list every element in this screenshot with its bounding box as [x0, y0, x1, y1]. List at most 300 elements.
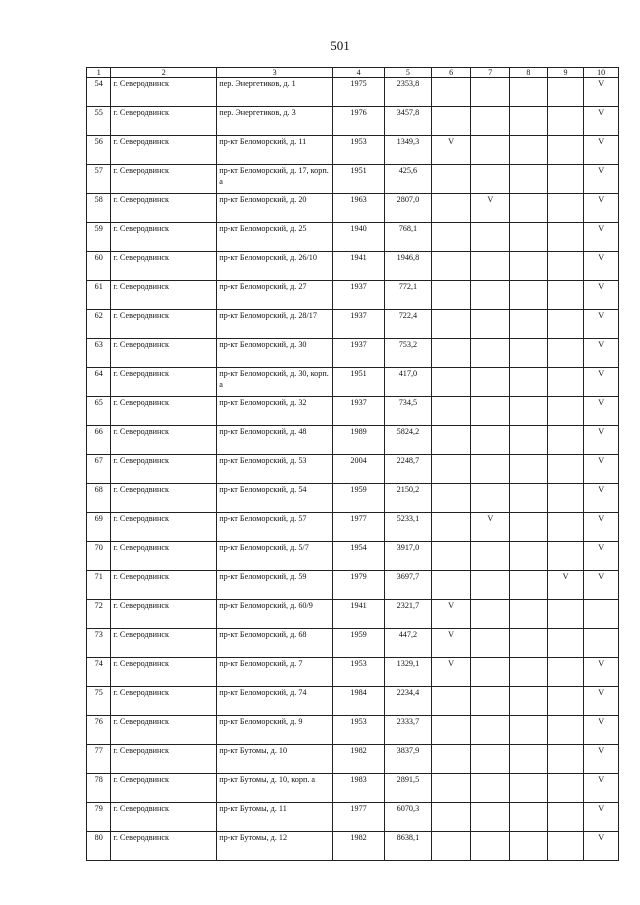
mark-cell-col7 — [471, 107, 510, 136]
city-cell: г. Северодвинск — [111, 368, 217, 397]
area-cell: 5233,1 — [385, 513, 432, 542]
mark-cell-col9 — [547, 745, 584, 774]
row-number: 59 — [87, 223, 111, 252]
area-cell: 2248,7 — [385, 455, 432, 484]
year-built-cell: 1982 — [333, 832, 385, 861]
row-number: 77 — [87, 745, 111, 774]
mark-cell-col8 — [510, 774, 548, 803]
row-number: 68 — [87, 484, 111, 513]
city-cell: г. Северодвинск — [111, 107, 217, 136]
mark-cell-col6: V — [431, 136, 471, 165]
year-built-cell: 1951 — [333, 165, 385, 194]
mark-cell-col10 — [584, 629, 619, 658]
area-cell: 2353,8 — [385, 78, 432, 107]
row-number: 80 — [87, 832, 111, 861]
mark-cell-col8 — [510, 803, 548, 832]
mark-cell-col9 — [547, 78, 584, 107]
row-number: 72 — [87, 600, 111, 629]
mark-cell-col10 — [584, 600, 619, 629]
mark-cell-col8 — [510, 281, 548, 310]
mark-cell-col9 — [547, 832, 584, 861]
row-number: 65 — [87, 397, 111, 426]
year-built-cell: 1951 — [333, 368, 385, 397]
table-row — [87, 339, 619, 368]
mark-cell-col7 — [471, 310, 510, 339]
city-cell: г. Северодвинск — [111, 600, 217, 629]
mark-cell-col6 — [431, 484, 471, 513]
mark-cell-col10: V — [584, 687, 619, 716]
address-cell: пр-кт Беломорский, д. 32 — [217, 397, 333, 426]
mark-cell-col6 — [431, 339, 471, 368]
mark-cell-col7 — [471, 252, 510, 281]
address-cell: пр-кт Беломорский, д. 28/17 — [217, 310, 333, 339]
mark-cell-col8 — [510, 658, 548, 687]
mark-cell-col7 — [471, 281, 510, 310]
mark-cell-col7 — [471, 745, 510, 774]
city-cell: г. Северодвинск — [111, 223, 217, 252]
mark-cell-col6 — [431, 774, 471, 803]
row-number: 57 — [87, 165, 111, 194]
address-cell: пр-кт Беломорский, д. 20 — [217, 194, 333, 223]
mark-cell-col8 — [510, 223, 548, 252]
year-built-cell: 1963 — [333, 194, 385, 223]
mark-cell-col10: V — [584, 658, 619, 687]
city-cell: г. Северодвинск — [111, 803, 217, 832]
column-number-cell: 6 — [431, 68, 471, 78]
mark-cell-col6 — [431, 223, 471, 252]
row-number: 63 — [87, 339, 111, 368]
address-cell: пр-кт Бутомы, д. 10, корп. а — [217, 774, 333, 803]
address-cell: пер. Энергетиков, д. 3 — [217, 107, 333, 136]
area-cell: 2807,0 — [385, 194, 432, 223]
address-cell: пр-кт Беломорский, д. 60/9 — [217, 600, 333, 629]
mark-cell-col9 — [547, 513, 584, 542]
table-row — [87, 78, 619, 107]
city-cell: г. Северодвинск — [111, 716, 217, 745]
mark-cell-col9 — [547, 252, 584, 281]
city-cell: г. Северодвинск — [111, 542, 217, 571]
row-number: 70 — [87, 542, 111, 571]
address-cell: пр-кт Беломорский, д. 9 — [217, 716, 333, 745]
area-cell: 5824,2 — [385, 426, 432, 455]
row-number: 55 — [87, 107, 111, 136]
mark-cell-col10: V — [584, 136, 619, 165]
row-number: 60 — [87, 252, 111, 281]
area-cell: 734,5 — [385, 397, 432, 426]
mark-cell-col6 — [431, 542, 471, 571]
mark-cell-col6 — [431, 687, 471, 716]
mark-cell-col8 — [510, 252, 548, 281]
area-cell: 3697,7 — [385, 571, 432, 600]
mark-cell-col10: V — [584, 78, 619, 107]
address-cell: пр-кт Беломорский, д. 59 — [217, 571, 333, 600]
mark-cell-col8 — [510, 78, 548, 107]
address-cell: пр-кт Беломорский, д. 25 — [217, 223, 333, 252]
address-cell: пр-кт Беломорский, д. 30 — [217, 339, 333, 368]
mark-cell-col9 — [547, 194, 584, 223]
table-row — [87, 426, 619, 455]
address-cell: пр-кт Беломорский, д. 7 — [217, 658, 333, 687]
address-cell: пр-кт Бутомы, д. 10 — [217, 745, 333, 774]
mark-cell-col8 — [510, 745, 548, 774]
mark-cell-col10: V — [584, 223, 619, 252]
table-row — [87, 803, 619, 832]
area-cell: 1946,8 — [385, 252, 432, 281]
column-number-cell: 5 — [385, 68, 432, 78]
city-cell: г. Северодвинск — [111, 78, 217, 107]
column-number-row — [87, 68, 619, 78]
city-cell: г. Северодвинск — [111, 513, 217, 542]
mark-cell-col9 — [547, 368, 584, 397]
year-built-cell: 1975 — [333, 78, 385, 107]
mark-cell-col6 — [431, 310, 471, 339]
address-cell: пр-кт Беломорский, д. 30, корп. а — [217, 368, 333, 397]
mark-cell-col6 — [431, 426, 471, 455]
mark-cell-col6 — [431, 455, 471, 484]
mark-cell-col10: V — [584, 107, 619, 136]
area-cell: 3457,8 — [385, 107, 432, 136]
city-cell: г. Северодвинск — [111, 281, 217, 310]
year-built-cell: 1940 — [333, 223, 385, 252]
mark-cell-col9 — [547, 600, 584, 629]
table-row — [87, 832, 619, 861]
mark-cell-col6 — [431, 281, 471, 310]
address-cell: пр-кт Беломорский, д. 74 — [217, 687, 333, 716]
table-row — [87, 368, 619, 397]
column-number-cell: 9 — [547, 68, 584, 78]
area-cell: 1349,3 — [385, 136, 432, 165]
table-row — [87, 629, 619, 658]
area-cell: 772,1 — [385, 281, 432, 310]
city-cell: г. Северодвинск — [111, 252, 217, 281]
mark-cell-col8 — [510, 832, 548, 861]
year-built-cell: 1977 — [333, 513, 385, 542]
row-number: 62 — [87, 310, 111, 339]
mark-cell-col9 — [547, 223, 584, 252]
year-built-cell: 1937 — [333, 397, 385, 426]
row-number: 54 — [87, 78, 111, 107]
address-cell: пр-кт Беломорский, д. 17, корп. а — [217, 165, 333, 194]
area-cell: 425,6 — [385, 165, 432, 194]
mark-cell-col10: V — [584, 832, 619, 861]
area-cell: 2333,7 — [385, 716, 432, 745]
mark-cell-col7 — [471, 716, 510, 745]
column-number-cell: 7 — [471, 68, 510, 78]
mark-cell-col8 — [510, 397, 548, 426]
row-number: 74 — [87, 658, 111, 687]
year-built-cell: 1941 — [333, 252, 385, 281]
mark-cell-col9 — [547, 774, 584, 803]
area-cell: 3917,0 — [385, 542, 432, 571]
address-cell: пр-кт Беломорский, д. 57 — [217, 513, 333, 542]
mark-cell-col7 — [471, 397, 510, 426]
area-cell: 2321,7 — [385, 600, 432, 629]
mark-cell-col7 — [471, 571, 510, 600]
mark-cell-col9 — [547, 803, 584, 832]
area-cell: 447,2 — [385, 629, 432, 658]
year-built-cell: 1959 — [333, 484, 385, 513]
mark-cell-col9: V — [547, 571, 584, 600]
address-cell: пр-кт Беломорский, д. 54 — [217, 484, 333, 513]
mark-cell-col8 — [510, 310, 548, 339]
year-built-cell: 1983 — [333, 774, 385, 803]
year-built-cell: 1953 — [333, 716, 385, 745]
year-built-cell: 1982 — [333, 745, 385, 774]
mark-cell-col10: V — [584, 339, 619, 368]
area-cell: 3837,9 — [385, 745, 432, 774]
page-number: 501 — [330, 38, 350, 53]
mark-cell-col10: V — [584, 513, 619, 542]
address-cell: пр-кт Беломорский, д. 48 — [217, 426, 333, 455]
city-cell: г. Северодвинск — [111, 832, 217, 861]
mark-cell-col8 — [510, 716, 548, 745]
year-built-cell: 1977 — [333, 803, 385, 832]
mark-cell-col10: V — [584, 455, 619, 484]
mark-cell-col7 — [471, 136, 510, 165]
mark-cell-col10: V — [584, 397, 619, 426]
mark-cell-col8 — [510, 426, 548, 455]
row-number: 79 — [87, 803, 111, 832]
column-number-cell: 3 — [217, 68, 333, 78]
mark-cell-col8 — [510, 629, 548, 658]
table-row — [87, 165, 619, 194]
city-cell: г. Северодвинск — [111, 455, 217, 484]
city-cell: г. Северодвинск — [111, 397, 217, 426]
row-number: 78 — [87, 774, 111, 803]
mark-cell-col7 — [471, 600, 510, 629]
mark-cell-col8 — [510, 165, 548, 194]
column-number-cell: 10 — [584, 68, 619, 78]
mark-cell-col9 — [547, 310, 584, 339]
mark-cell-col10: V — [584, 194, 619, 223]
year-built-cell: 1953 — [333, 136, 385, 165]
table-row — [87, 745, 619, 774]
mark-cell-col10: V — [584, 281, 619, 310]
table-row — [87, 513, 619, 542]
row-number: 64 — [87, 368, 111, 397]
mark-cell-col10: V — [584, 165, 619, 194]
mark-cell-col6 — [431, 716, 471, 745]
mark-cell-col10: V — [584, 252, 619, 281]
mark-cell-col7 — [471, 803, 510, 832]
mark-cell-col6 — [431, 107, 471, 136]
housing-registry-table — [86, 67, 619, 861]
year-built-cell: 1937 — [333, 281, 385, 310]
mark-cell-col7 — [471, 774, 510, 803]
area-cell: 768,1 — [385, 223, 432, 252]
address-cell: пр-кт Беломорский, д. 26/10 — [217, 252, 333, 281]
mark-cell-col10: V — [584, 716, 619, 745]
address-cell: пр-кт Беломорский, д. 68 — [217, 629, 333, 658]
table-row — [87, 658, 619, 687]
area-cell: 753,2 — [385, 339, 432, 368]
city-cell: г. Северодвинск — [111, 310, 217, 339]
mark-cell-col10: V — [584, 542, 619, 571]
area-cell: 8638,1 — [385, 832, 432, 861]
table-row — [87, 600, 619, 629]
row-number: 76 — [87, 716, 111, 745]
table-row — [87, 716, 619, 745]
mark-cell-col6: V — [431, 600, 471, 629]
mark-cell-col8 — [510, 484, 548, 513]
mark-cell-col8 — [510, 368, 548, 397]
mark-cell-col7: V — [471, 513, 510, 542]
table-row — [87, 107, 619, 136]
row-number: 66 — [87, 426, 111, 455]
mark-cell-col7 — [471, 832, 510, 861]
row-number: 61 — [87, 281, 111, 310]
year-built-cell: 1979 — [333, 571, 385, 600]
area-cell: 1329,1 — [385, 658, 432, 687]
city-cell: г. Северодвинск — [111, 745, 217, 774]
mark-cell-col6 — [431, 397, 471, 426]
mark-cell-col7 — [471, 223, 510, 252]
column-number-cell: 4 — [333, 68, 385, 78]
year-built-cell: 1954 — [333, 542, 385, 571]
address-cell: пер. Энергетиков, д. 1 — [217, 78, 333, 107]
mark-cell-col6 — [431, 803, 471, 832]
mark-cell-col6 — [431, 513, 471, 542]
city-cell: г. Северодвинск — [111, 165, 217, 194]
table-row — [87, 455, 619, 484]
table-row — [87, 281, 619, 310]
mark-cell-col6: V — [431, 629, 471, 658]
city-cell: г. Северодвинск — [111, 687, 217, 716]
mark-cell-col6 — [431, 571, 471, 600]
address-cell: пр-кт Беломорский, д. 5/7 — [217, 542, 333, 571]
mark-cell-col9 — [547, 629, 584, 658]
mark-cell-col9 — [547, 484, 584, 513]
mark-cell-col9 — [547, 426, 584, 455]
address-cell: пр-кт Беломорский, д. 27 — [217, 281, 333, 310]
year-built-cell: 1976 — [333, 107, 385, 136]
mark-cell-col8 — [510, 194, 548, 223]
column-number-cell: 1 — [87, 68, 111, 78]
mark-cell-col9 — [547, 455, 584, 484]
mark-cell-col6 — [431, 194, 471, 223]
mark-cell-col6 — [431, 368, 471, 397]
city-cell: г. Северодвинск — [111, 136, 217, 165]
mark-cell-col7 — [471, 542, 510, 571]
mark-cell-col9 — [547, 136, 584, 165]
city-cell: г. Северодвинск — [111, 339, 217, 368]
mark-cell-col8 — [510, 571, 548, 600]
mark-cell-col10: V — [584, 745, 619, 774]
area-cell: 2150,2 — [385, 484, 432, 513]
table-row — [87, 223, 619, 252]
address-cell: пр-кт Бутомы, д. 12 — [217, 832, 333, 861]
mark-cell-col7 — [471, 165, 510, 194]
mark-cell-col9 — [547, 658, 584, 687]
city-cell: г. Северодвинск — [111, 774, 217, 803]
table-row — [87, 542, 619, 571]
mark-cell-col9 — [547, 165, 584, 194]
mark-cell-col10: V — [584, 803, 619, 832]
area-cell: 2891,5 — [385, 774, 432, 803]
mark-cell-col8 — [510, 600, 548, 629]
table-row — [87, 397, 619, 426]
mark-cell-col7 — [471, 658, 510, 687]
mark-cell-col9 — [547, 107, 584, 136]
year-built-cell: 1937 — [333, 339, 385, 368]
city-cell: г. Северодвинск — [111, 426, 217, 455]
row-number: 73 — [87, 629, 111, 658]
column-number-cell: 2 — [111, 68, 217, 78]
table-row — [87, 252, 619, 281]
mark-cell-col7 — [471, 78, 510, 107]
row-number: 58 — [87, 194, 111, 223]
mark-cell-col8 — [510, 513, 548, 542]
mark-cell-col8 — [510, 455, 548, 484]
mark-cell-col9 — [547, 397, 584, 426]
mark-cell-col10: V — [584, 310, 619, 339]
area-cell: 2234,4 — [385, 687, 432, 716]
mark-cell-col9 — [547, 542, 584, 571]
mark-cell-col8 — [510, 542, 548, 571]
mark-cell-col6 — [431, 165, 471, 194]
row-number: 71 — [87, 571, 111, 600]
table-row — [87, 136, 619, 165]
mark-cell-col7 — [471, 687, 510, 716]
year-built-cell: 1989 — [333, 426, 385, 455]
mark-cell-col8 — [510, 687, 548, 716]
mark-cell-col10: V — [584, 774, 619, 803]
mark-cell-col6: V — [431, 658, 471, 687]
mark-cell-col9 — [547, 281, 584, 310]
mark-cell-col10: V — [584, 426, 619, 455]
year-built-cell: 1959 — [333, 629, 385, 658]
table-row — [87, 571, 619, 600]
mark-cell-col7 — [471, 455, 510, 484]
mark-cell-col8 — [510, 339, 548, 368]
mark-cell-col10: V — [584, 484, 619, 513]
mark-cell-col9 — [547, 716, 584, 745]
table-body — [87, 68, 619, 861]
table-row — [87, 310, 619, 339]
city-cell: г. Северодвинск — [111, 571, 217, 600]
mark-cell-col8 — [510, 107, 548, 136]
year-built-cell: 1953 — [333, 658, 385, 687]
mark-cell-col6 — [431, 832, 471, 861]
city-cell: г. Северодвинск — [111, 194, 217, 223]
mark-cell-col7: V — [471, 194, 510, 223]
year-built-cell: 1941 — [333, 600, 385, 629]
table-row — [87, 484, 619, 513]
city-cell: г. Северодвинск — [111, 658, 217, 687]
area-cell: 417,0 — [385, 368, 432, 397]
mark-cell-col7 — [471, 368, 510, 397]
address-cell: пр-кт Беломорский, д. 53 — [217, 455, 333, 484]
year-built-cell: 1984 — [333, 687, 385, 716]
year-built-cell: 2004 — [333, 455, 385, 484]
mark-cell-col7 — [471, 629, 510, 658]
mark-cell-col7 — [471, 484, 510, 513]
row-number: 69 — [87, 513, 111, 542]
year-built-cell: 1937 — [333, 310, 385, 339]
mark-cell-col6 — [431, 78, 471, 107]
city-cell: г. Северодвинск — [111, 629, 217, 658]
column-number-cell: 8 — [510, 68, 548, 78]
mark-cell-col8 — [510, 136, 548, 165]
table-row — [87, 194, 619, 223]
mark-cell-col9 — [547, 339, 584, 368]
row-number: 75 — [87, 687, 111, 716]
mark-cell-col6 — [431, 745, 471, 774]
row-number: 67 — [87, 455, 111, 484]
mark-cell-col10: V — [584, 368, 619, 397]
mark-cell-col10: V — [584, 571, 619, 600]
area-cell: 6070,3 — [385, 803, 432, 832]
